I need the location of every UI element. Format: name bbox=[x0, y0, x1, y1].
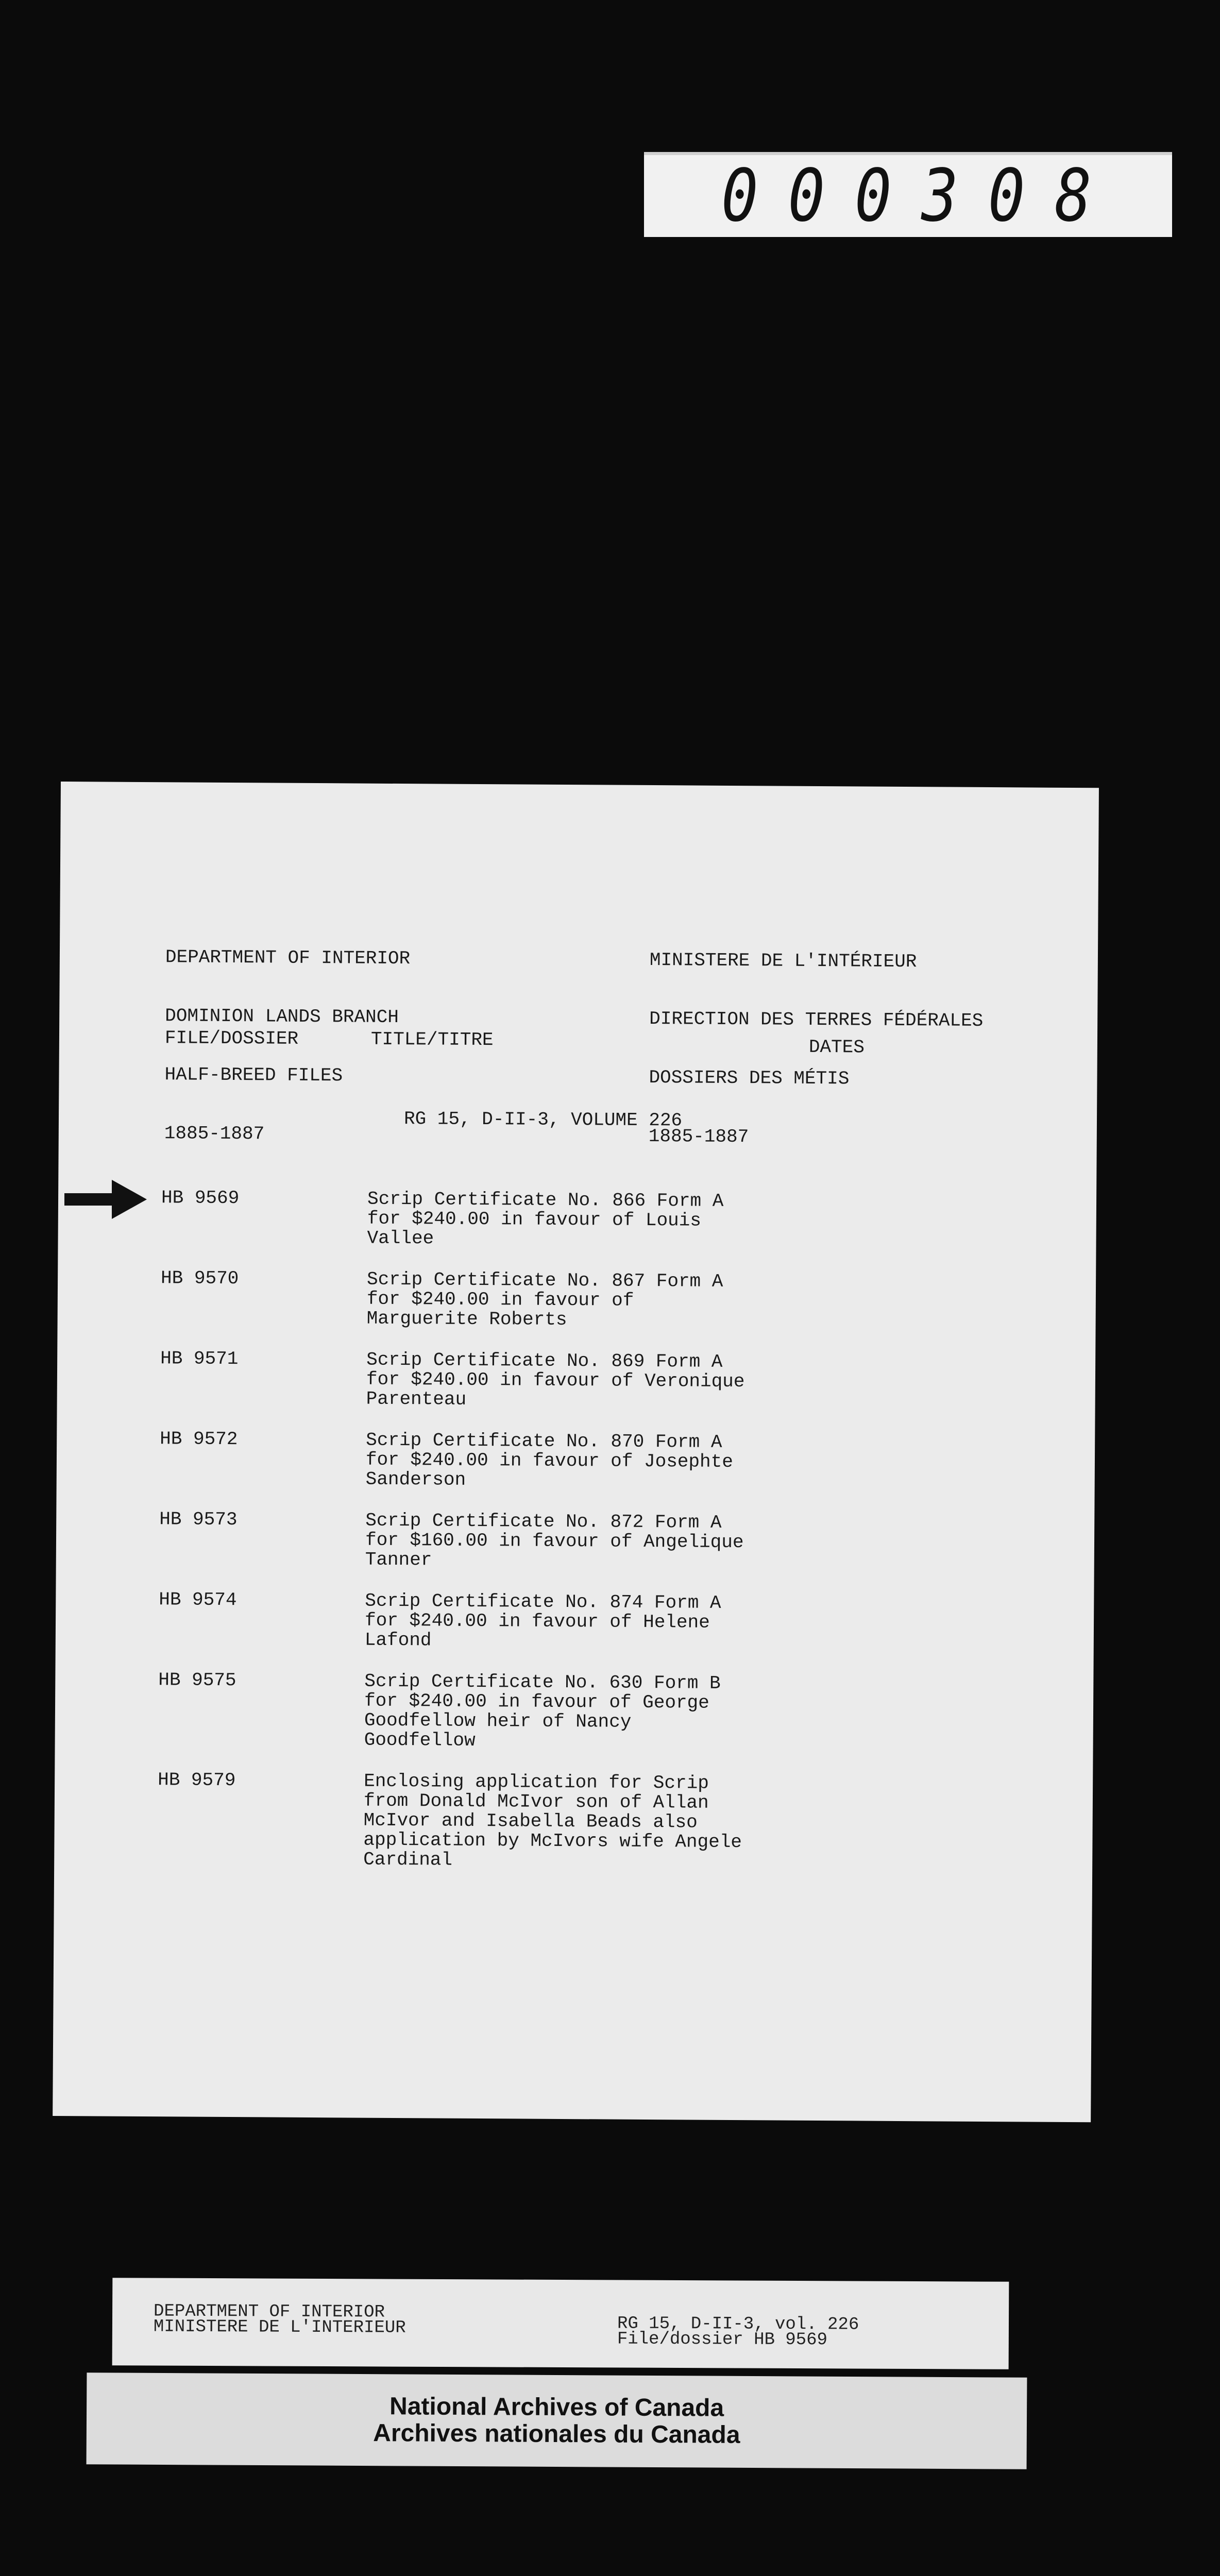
entry-file-number: HB 9579 bbox=[158, 1769, 236, 1791]
label-department bbox=[153, 2301, 406, 2338]
entry-file-number: HB 9572 bbox=[160, 1428, 238, 1450]
entry-title: Scrip Certificate No. 630 Form B for $240.00 in favour of George Goodfellow heir of Nancy Goodfellow bbox=[364, 1670, 721, 1751]
file-entry bbox=[160, 1348, 985, 1410]
file-entry bbox=[160, 1267, 985, 1331]
label-dept-fr: MINISTERE DE L'INTERIEUR bbox=[153, 2317, 406, 2338]
document-page bbox=[53, 782, 1099, 2122]
label-file: File/dossier HB 9569 bbox=[617, 2329, 828, 2350]
entry-title: Scrip Certificate No. 872 Form A for $160.00 in favour of Angelique Tanner bbox=[365, 1510, 744, 1571]
file-entry bbox=[161, 1187, 986, 1249]
microfilm-label bbox=[112, 2278, 1009, 2369]
file-entry bbox=[160, 1428, 984, 1490]
volume-reference: RG 15, D-II-3, VOLUME 226 bbox=[403, 1108, 683, 1131]
entry-file-number: HB 9571 bbox=[160, 1348, 239, 1370]
entry-title: Enclosing application for Scrip from Donald McIvor son of Allan McIvor and Isabella Beads also application by McIvors wife Angele Cardinal bbox=[363, 1770, 742, 1871]
entry-file-number: HB 9575 bbox=[158, 1669, 236, 1691]
column-header-file: FILE/DOSSIER bbox=[164, 1027, 299, 1049]
archives-banner bbox=[87, 2372, 1027, 2469]
header-en-line: HALF-BREED FILES bbox=[164, 1064, 343, 1087]
entry-file-number: HB 9570 bbox=[160, 1267, 239, 1290]
header-en-line: DEPARTMENT OF INTERIOR bbox=[165, 946, 411, 970]
frame-counter bbox=[644, 152, 1172, 237]
header-en-line: 1885-1887 bbox=[164, 1123, 265, 1145]
column-header-dates: DATES bbox=[808, 1036, 865, 1058]
entry-title: Scrip Certificate No. 870 Form A for $240.00 in favour of Josephte Sanderson bbox=[365, 1429, 734, 1490]
label-dept-en: DEPARTMENT OF INTERIOR bbox=[154, 2301, 385, 2323]
entry-file-number: HB 9569 bbox=[161, 1187, 240, 1209]
file-entry bbox=[159, 1589, 983, 1651]
column-header-title: TITLE/TITRE bbox=[370, 1028, 494, 1051]
file-entry bbox=[158, 1769, 982, 1871]
archives-name-en: National Archives of Canada bbox=[389, 2393, 724, 2422]
archives-name-fr: Archives nationales du Canada bbox=[373, 2419, 740, 2449]
entry-file-number: HB 9573 bbox=[159, 1509, 238, 1531]
header-fr-line: 1885-1887 bbox=[648, 1125, 749, 1148]
header-fr-line: DIRECTION DES TERRES FÉDÉRALES bbox=[649, 1008, 984, 1031]
entry-title: Scrip Certificate No. 866 Form A for $240.00 in favour of Louis Vallee bbox=[367, 1188, 724, 1249]
label-ref: RG 15, D-II-3, vol. 226 bbox=[617, 2314, 859, 2335]
frame-number: 000308 bbox=[721, 154, 1122, 238]
entry-file-number: HB 9574 bbox=[159, 1589, 237, 1611]
entry-title: Scrip Certificate No. 874 Form A for $240.00 in favour of Helene Lafond bbox=[364, 1590, 721, 1651]
header-fr-line: DOSSIERS DES MÉTIS bbox=[649, 1066, 850, 1090]
header-fr-line: MINISTERE DE L'INTÉRIEUR bbox=[649, 949, 917, 973]
file-entry bbox=[158, 1669, 982, 1751]
entry-title: Scrip Certificate No. 869 Form A for $240.00 in favour of Veronique Parenteau bbox=[366, 1349, 745, 1410]
pointer-arrow-icon bbox=[64, 1180, 147, 1219]
label-reference bbox=[617, 2316, 859, 2348]
file-entry bbox=[159, 1509, 984, 1571]
header-en-line: DOMINION LANDS BRANCH bbox=[165, 1005, 399, 1028]
entry-title: Scrip Certificate No. 867 Form A for $240.00 in favour of Marguerite Roberts bbox=[366, 1268, 723, 1331]
